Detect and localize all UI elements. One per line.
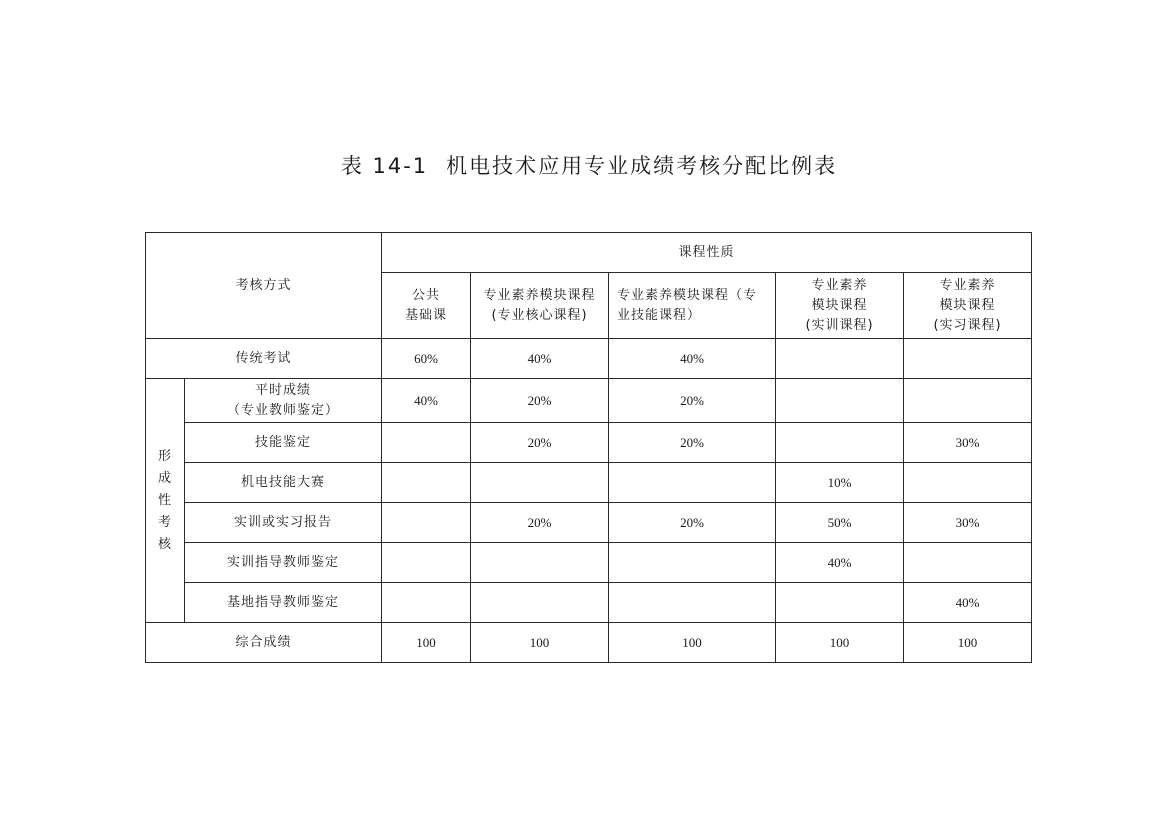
table-cell: 30%: [904, 503, 1032, 543]
table-cell: [904, 379, 1032, 423]
table-cell: [471, 463, 609, 503]
row-group-formative-assessment: [146, 379, 185, 623]
table-row: [146, 463, 1032, 503]
table-row: [146, 339, 1032, 379]
table-cell: 40%: [382, 379, 471, 423]
table-cell: [609, 463, 776, 503]
header-col-line: 模块课程: [939, 297, 996, 313]
table-cell: [382, 543, 471, 583]
table-cell: [776, 423, 904, 463]
table-title: [0, 150, 1170, 180]
table-cell: [776, 583, 904, 623]
row-label-daily-score: [185, 379, 382, 423]
header-col-training-courses: [776, 273, 904, 339]
table-number: 表 14-1: [340, 154, 429, 178]
header-col-line: 专业素养模块课程（专: [617, 287, 758, 303]
header-col-skill-courses: [609, 273, 776, 339]
group-char: 形: [157, 448, 172, 464]
row-label-skill-appraisal: 技能鉴定: [185, 423, 382, 463]
table-row: [146, 423, 1032, 463]
row-label-overall-score: 综合成绩: [146, 623, 382, 663]
table-cell: [471, 543, 609, 583]
header-col-line: 模块课程: [811, 297, 868, 313]
table-cell: [382, 463, 471, 503]
table-cell: 30%: [904, 423, 1032, 463]
table-cell: 60%: [382, 339, 471, 379]
table-cell: 20%: [609, 503, 776, 543]
header-col-line: 专业素养模块课程: [483, 287, 596, 303]
table-cell: 20%: [609, 423, 776, 463]
table-row: [146, 543, 1032, 583]
header-col-line: 业技能课程）: [617, 307, 702, 323]
header-col-line: (实训课程): [805, 317, 874, 333]
table-cell: [904, 463, 1032, 503]
table-cell: 100: [609, 623, 776, 663]
header-col-line: 专业素养: [811, 277, 868, 293]
header-col-line: (专业核心课程): [491, 307, 588, 323]
table-cell: [776, 379, 904, 423]
table-cell: [904, 339, 1032, 379]
table-cell: [609, 583, 776, 623]
table-cell: 40%: [904, 583, 1032, 623]
table-cell: 20%: [609, 379, 776, 423]
score-allocation-table: [145, 232, 1032, 663]
header-assessment-method: 考核方式: [146, 233, 382, 339]
row-label-skills-competition: 机电技能大赛: [185, 463, 382, 503]
header-course-nature: 课程性质: [382, 233, 1032, 273]
header-col-public-basic: [382, 273, 471, 339]
header-col-line: 专业素养: [939, 277, 996, 293]
group-char: 成: [157, 470, 172, 486]
table-cell: 100: [776, 623, 904, 663]
group-char: 核: [157, 536, 172, 552]
group-char: 性: [157, 492, 172, 508]
row-label-line: （专业教师鉴定）: [227, 402, 340, 418]
row-label-traditional-exam: 传统考试: [146, 339, 382, 379]
header-row-1: [146, 233, 1032, 273]
table-cell: [776, 339, 904, 379]
row-label-line: 平时成绩: [255, 382, 312, 398]
table-cell: 40%: [609, 339, 776, 379]
header-col-line: 公共: [412, 287, 441, 303]
row-label-training-report: 实训或实习报告: [185, 503, 382, 543]
table-row: [146, 623, 1032, 663]
table-cell: 100: [904, 623, 1032, 663]
header-col-line: 基础课: [405, 307, 448, 323]
header-col-internship-courses: [904, 273, 1032, 339]
table-cell: 40%: [471, 339, 609, 379]
table-cell: [382, 423, 471, 463]
table-row: [146, 583, 1032, 623]
table-row: [146, 503, 1032, 543]
table-caption: 机电技术应用专业成绩考核分配比例表: [446, 154, 838, 178]
header-col-line: (实习课程): [933, 317, 1002, 333]
row-label-training-instructor: 实训指导教师鉴定: [185, 543, 382, 583]
row-label-base-instructor: 基地指导教师鉴定: [185, 583, 382, 623]
group-char: 考: [157, 514, 172, 530]
table-cell: 100: [471, 623, 609, 663]
table-cell: 20%: [471, 503, 609, 543]
table-cell: 40%: [776, 543, 904, 583]
table-cell: [382, 503, 471, 543]
table-cell: 100: [382, 623, 471, 663]
header-col-core-courses: [471, 273, 609, 339]
table-cell: 20%: [471, 423, 609, 463]
table-cell: 10%: [776, 463, 904, 503]
table-cell: [904, 543, 1032, 583]
table-cell: 20%: [471, 379, 609, 423]
table-row: [146, 379, 1032, 423]
table-cell: [471, 583, 609, 623]
table-cell: [382, 583, 471, 623]
table-cell: [609, 543, 776, 583]
table-cell: 50%: [776, 503, 904, 543]
